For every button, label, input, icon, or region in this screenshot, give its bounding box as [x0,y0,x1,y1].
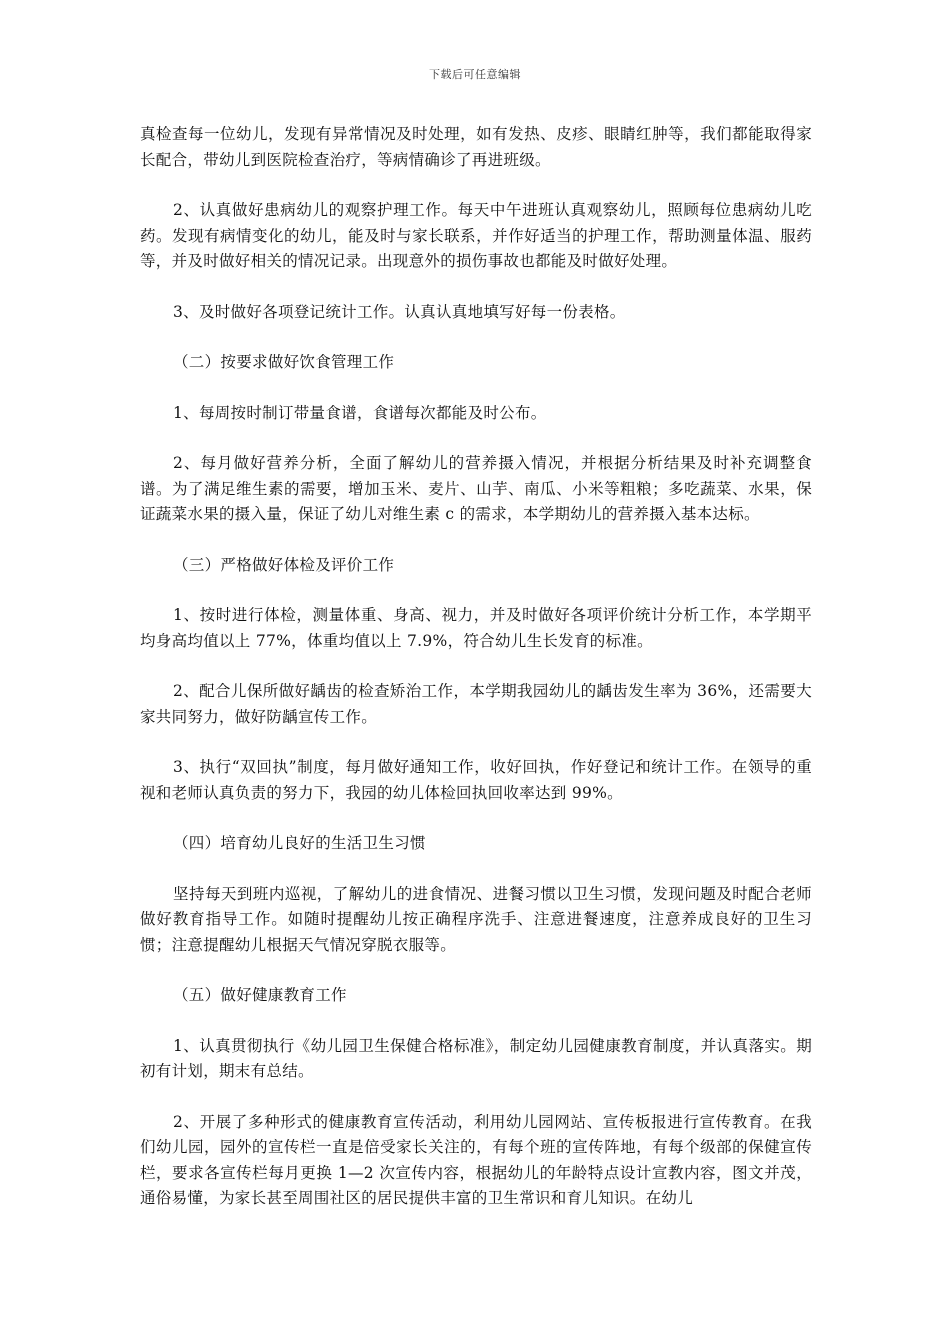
paragraph: 2、开展了多种形式的健康教育宣传活动，利用幼儿园网站、宣传板报进行宣传教育。在我们幼儿园，园外的宣传栏一直是倍受家长关注的，有每个班的宣传阵地，有每个级部的保健宣传栏，要求各宣传栏每月更换 1—2 次宣传内容，根据幼儿的年龄特点设计宣教内容，图文并茂，通俗易懂，为家长甚至周围社区的居民提供丰富的卫生常识和育儿知识。在幼儿 [140,1112,812,1207]
document-body [140,122,812,1237]
paragraph: 坚持每天到班内巡视，了解幼儿的进食情况、进餐习惯以卫生习惯，发现问题及时配合老师做好教育指导工作。如随时提醒幼儿按正确程序洗手、注意进餐速度，注意养成良好的卫生习惯；注意提醒幼儿根据天气情况穿脱衣服等。 [140,884,812,954]
paragraph: 2、配合儿保所做好龋齿的检查矫治工作，本学期我园幼儿的龋齿发生率为 36%，还需要大家共同努力，做好防龋宣传工作。 [140,682,812,726]
section-heading: （三）严格做好体检及评价工作 [173,555,395,574]
paragraph: 3、及时做好各项登记统计工作。认真认真地填写好每一份表格。 [173,302,626,321]
paragraph: 2、认真做好患病幼儿的观察护理工作。每天中午进班认真观察幼儿，照顾每位患病幼儿吃药。发现有病情变化的幼儿，能及时与家长联系，并作好适当的护理工作，帮助测量体温、服药等，并及时做好相关的情况记录。出现意外的损伤事故也都能及时做好处理。 [140,201,812,270]
paragraph: 2、每月做好营养分析，全面了解幼儿的营养摄入情况，并根据分析结果及时补充调整食谱。为了满足维生素的需要，增加玉米、麦片、山芋、南瓜、小米等粗粮；多吃蔬菜、水果，保证蔬菜水果的摄入量，保证了幼儿对维生素 c 的需求，本学期幼儿的营养摄入基本达标。 [140,454,812,523]
paragraph: 1、按时进行体检，测量体重、身高、视力，并及时做好各项评价统计分析工作，本学期平均身高均值以上 77%，体重均值以上 7.9%，符合幼儿生长发育的标准。 [140,606,812,650]
page-header: 下载后可任意编辑 [429,68,521,81]
paragraph: 真检查每一位幼儿，发现有异常情况及时处理，如有发热、皮疹、眼睛红肿等，我们都能取得家长配合，带幼儿到医院检查治疗，等病情确诊了再进班级。 [140,125,812,169]
section-heading: （四）培育幼儿良好的生活卫生习惯 [173,834,426,852]
paragraph: 3、执行“双回执”制度，每月做好通知工作，收好回执，作好登记和统计工作。在领导的重视和老师认真负责的努力下，我园的幼儿体检回执回收率达到 99%。 [140,758,812,802]
section-heading: （五）做好健康教育工作 [173,986,347,1004]
section-heading: （二）按要求做好饮食管理工作 [173,353,395,371]
paragraph: 1、每周按时制订带量食谱，食谱每次都能及时公布。 [173,403,547,422]
paragraph: 1、认真贯彻执行《幼儿园卫生保健合格标准》，制定幼儿园健康教育制度，并认真落实。期初有计划，期末有总结。 [140,1036,812,1080]
